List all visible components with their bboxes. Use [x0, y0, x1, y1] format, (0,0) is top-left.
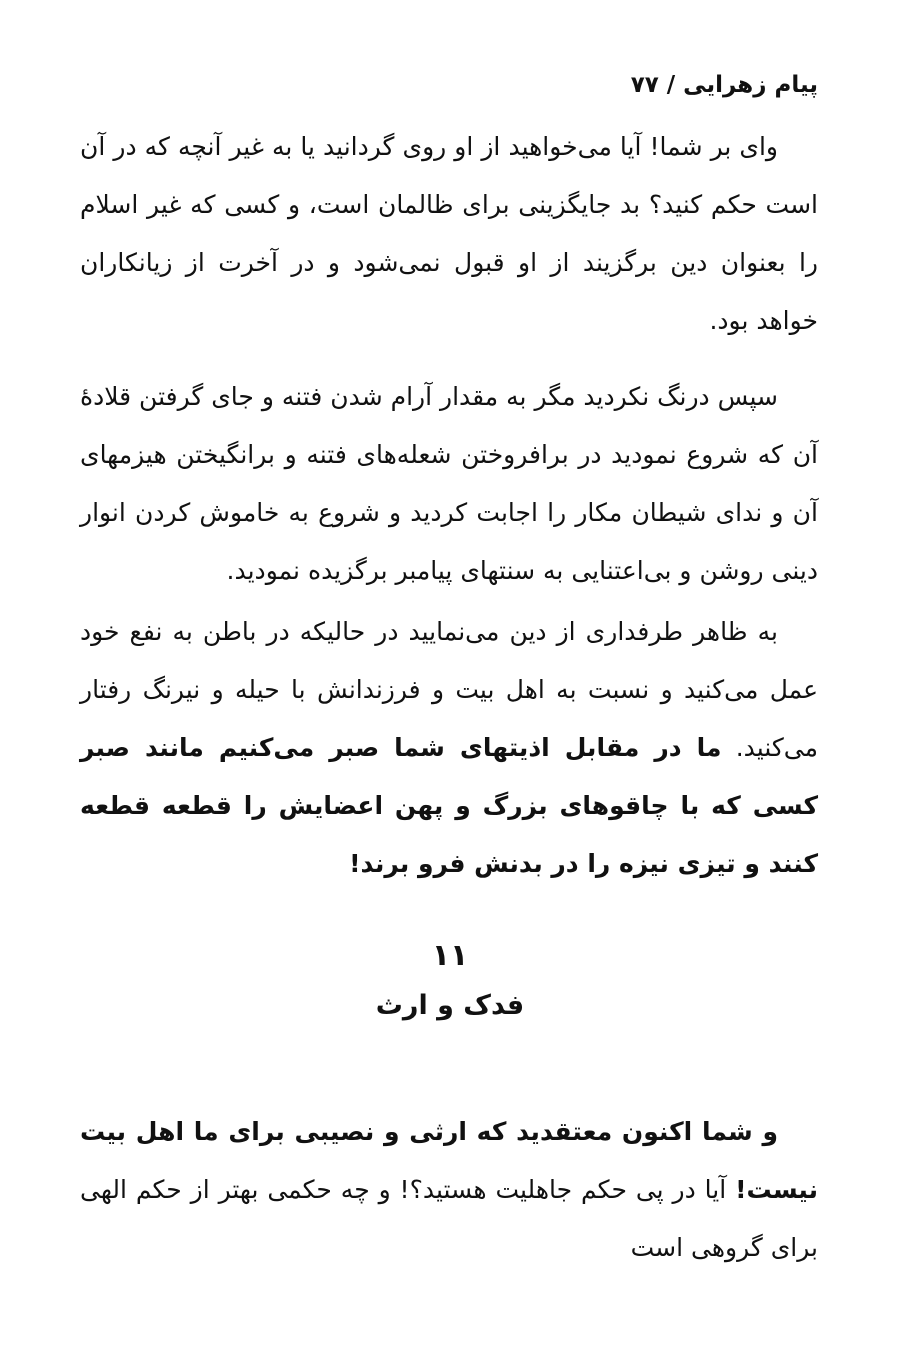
paragraph-3-bold-text: ما در مقابل اذیتهای شما صبر می‌کنیم مانند صبر کسی که با چاقوهای بزرگ و پهن اعضایش را قطعه قطعه کنند و تیزی نیزه را در بدنش فرو برند! [80, 733, 818, 878]
paragraph-1-text: وای بر شما! آیا می‌خواهید از او روی گردانید یا به غیر آنچه که در آن است حکم کنید؟ بد جایگزینی برای ظالمان است، و کسی که غیر اسلام را بعنوان دین برگزیند از او قبول نمی‌شود و در آخرت از زیانکاران خواهد بود. [80, 132, 818, 335]
chapter-title: فدک و ارث [375, 990, 525, 1021]
paragraph-4-text: آیا در پی حکم جاهلیت هستید؟! و چه حکمی بهتر از حکم الهی برای گروهی است [80, 1175, 818, 1262]
paragraph-3-text: به ظاهر طرفداری از دین می‌نمایید در حالیکه در باطن به نفع خود عمل می‌کنید و نسبت به اهل بیت و فرزندانش با حیله و نیرنگ رفتار می‌کنید. [80, 617, 819, 762]
paragraph-2 [80, 368, 818, 600]
running-header: پیام زهرایی / ۷۷ [630, 72, 818, 98]
paragraph-4 [80, 1103, 818, 1277]
paragraph-4-bold-text: و شما اکنون معتقدید که ارثی و نصیبی برای ما اهل بیت نیست! [80, 1117, 818, 1204]
chapter-number: ۱۱ [431, 938, 469, 973]
paragraph-1 [80, 118, 818, 350]
paragraph-3 [80, 603, 818, 893]
paragraph-2-text: سپس درنگ نکردید مگر به مقدار آرام شدن فتنه و جای گرفتن قلادهٔ آن که شروع نمودید در برافروختن شعله‌های فتنه و برانگیختن هیزمهای آن و ندای شیطان مکار را اجابت کردید و شروع به خاموش کردن انوار دینی روشن و بی‌اعتنایی به سنتهای پیامبر برگزیده نمودید. [80, 382, 818, 585]
